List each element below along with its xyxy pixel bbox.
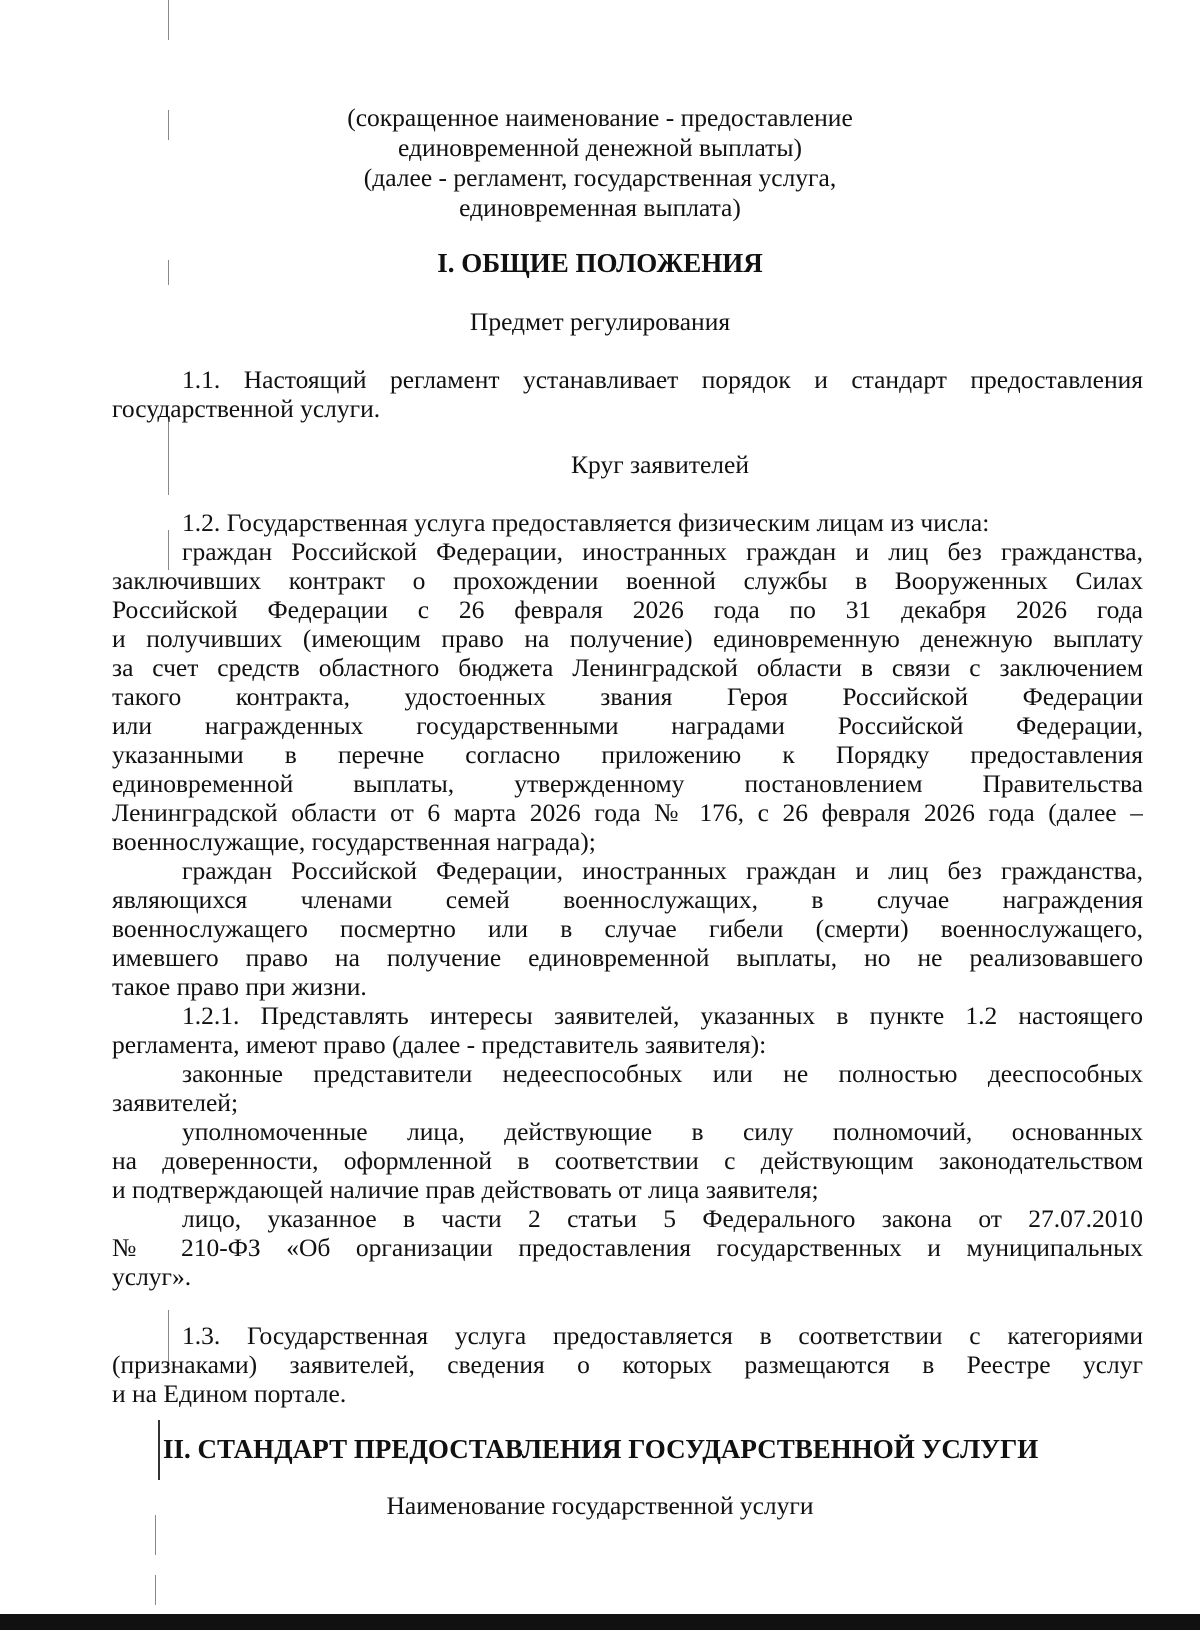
- paragraph-line: 1.2. Государственная услуга предоставляется физическим лицам из числа:: [182, 508, 990, 537]
- paragraph-line: военнослужащие, государственная награда);: [112, 827, 596, 856]
- paragraph-line: регламента, имеют право (далее - представитель заявителя):: [112, 1030, 767, 1059]
- subsection-heading: Предмет регулирования: [469, 307, 731, 336]
- paragraph-line: услуг».: [112, 1262, 192, 1291]
- paragraph-line: являющихся членами семей военнослужащих, в случае награждения: [112, 886, 1143, 914]
- paragraph-line: Ленинградской области от 6 марта 2026 года № 176, с 26 февраля 2026 года (далее –: [112, 799, 1143, 827]
- paragraph-line: единовременной выплаты, утвержденному постановлением Правительства: [112, 770, 1143, 798]
- paragraph-line: граждан Российской Федерации, иностранных граждан и лиц без гражданства,: [182, 857, 1143, 885]
- scan-margin-mark: [168, 530, 169, 570]
- paragraph-line: 1.2.1. Представлять интересы заявителей, указанных в пункте 1.2 настоящего: [182, 1002, 1143, 1030]
- paragraph-line: 1.1. Настоящий регламент устанавливает порядок и стандарт предоставления: [182, 366, 1143, 394]
- paragraph-line: и получивших (имеющим право на получение) единовременную денежную выплату: [112, 625, 1143, 653]
- paragraph-line: 1.3. Государственная услуга предоставляется в соответствии с категориями: [182, 1322, 1143, 1350]
- paragraph-line: законные представители недееспособных или не полностью дееспособных: [182, 1060, 1143, 1088]
- paragraph-line: граждан Российской Федерации, иностранных граждан и лиц без гражданства,: [182, 538, 1143, 566]
- paragraph-line: имевшего право на получение единовременной выплаты, но не реализовавшего: [112, 944, 1143, 972]
- paragraph-line: государственной услуги.: [112, 394, 381, 423]
- paragraph-line: (признаками) заявителей, сведения о которых размещаются в Реестре услуг: [112, 1351, 1143, 1379]
- paragraph-line: и на Едином портале.: [112, 1379, 347, 1408]
- paragraph-line: указанными в перечне согласно приложению к Порядку предоставления: [112, 741, 1143, 769]
- intro-line: единовременной денежной выплаты): [398, 133, 802, 162]
- paragraph-line: или награжденных государственными наградами Российской Федерации,: [112, 712, 1143, 740]
- scan-margin-mark: [158, 1420, 160, 1480]
- scan-bottom-edge: [0, 1614, 1200, 1630]
- section-title: II. СТАНДАРТ ПРЕДОСТАВЛЕНИЯ ГОСУДАРСТВЕННОЙ УСЛУГИ: [163, 1434, 1039, 1464]
- paragraph-line: заключивших контракт о прохождении военной службы в Вооруженных Силах: [112, 567, 1143, 595]
- paragraph-line: уполномоченные лица, действующие в силу полномочий, основанных: [182, 1118, 1143, 1146]
- paragraph-line: Российской Федерации с 26 февраля 2026 года по 31 декабря 2026 года: [112, 596, 1143, 624]
- scan-margin-mark: [155, 1575, 156, 1605]
- paragraph-line: № 210-ФЗ «Об организации предоставления государственных и муниципальных: [112, 1234, 1143, 1262]
- intro-line: единовременная выплата): [459, 193, 741, 222]
- paragraph-line: на доверенности, оформленной в соответствии с действующим законодательством: [112, 1147, 1143, 1175]
- paragraph-line: за счет средств областного бюджета Ленинградской области в связи с заключением: [112, 654, 1143, 682]
- section-title: I. ОБЩИЕ ПОЛОЖЕНИЯ: [437, 248, 763, 278]
- intro-line: (сокращенное наименование - предоставление: [347, 103, 853, 132]
- subsection-heading: Круг заявителей: [571, 450, 749, 479]
- scan-margin-mark: [168, 0, 169, 40]
- paragraph-line: военнослужащего посмертно или в случае гибели (смерти) военнослужащего,: [112, 915, 1143, 943]
- paragraph-line: такое право при жизни.: [112, 972, 367, 1001]
- paragraph-line: заявителей;: [112, 1088, 239, 1117]
- paragraph-line: лицо, указанное в части 2 статьи 5 Федерального закона от 27.07.2010: [182, 1205, 1143, 1233]
- paragraph-line: и подтверждающей наличие прав действовать от лица заявителя;: [112, 1175, 819, 1204]
- scan-margin-mark: [155, 1515, 156, 1555]
- subsection-heading: Наименование государственной услуги: [386, 1491, 814, 1520]
- intro-line: (далее - регламент, государственная услуга,: [363, 163, 837, 192]
- paragraph-line: такого контракта, удостоенных звания Героя Российской Федерации: [112, 683, 1143, 711]
